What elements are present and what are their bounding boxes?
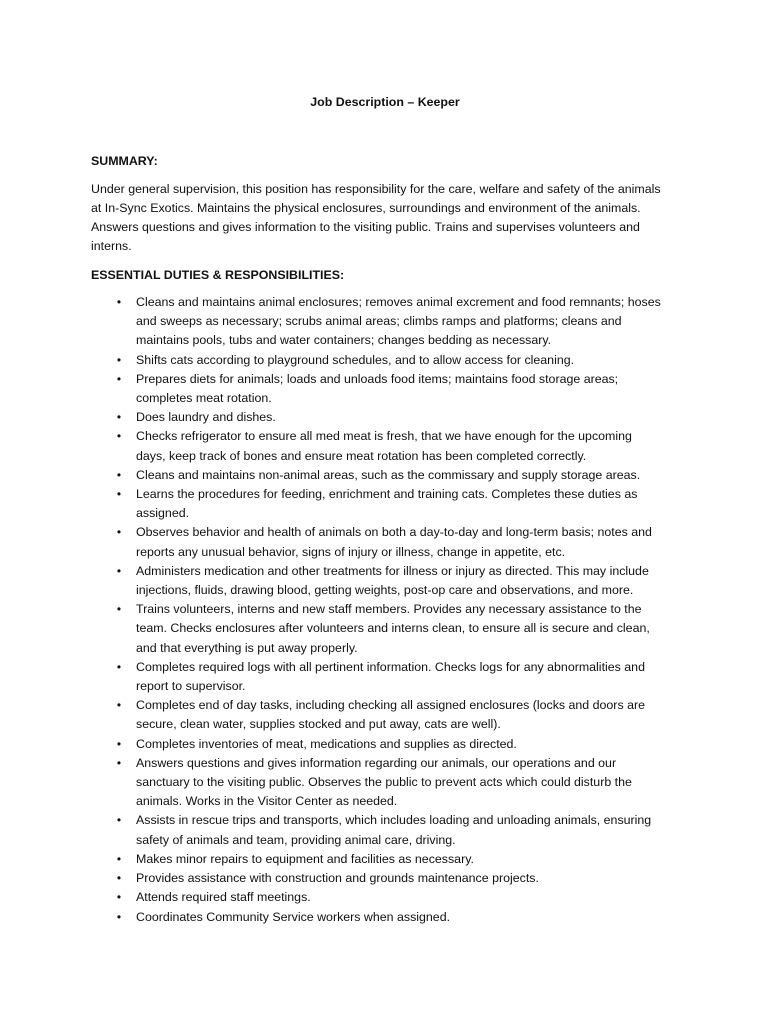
duty-text-line: Learns the procedures for feeding, enrichment and training cats. Completes these duties as <box>136 487 638 502</box>
bullet-icon: • <box>116 602 122 617</box>
duty-item <box>0 869 770 888</box>
duty-item <box>0 351 770 370</box>
duty-text-line: Observes behavior and health of animals on both a day-to-day and long-term basis; notes and <box>136 525 652 540</box>
summary-line: interns. <box>91 239 132 253</box>
duty-text-line: Makes minor repairs to equipment and facilities as necessary. <box>136 851 474 866</box>
duty-text-line: completes meat rotation. <box>136 391 272 406</box>
bullet-icon: • <box>116 698 122 713</box>
bullet-icon: • <box>116 352 122 367</box>
duty-text-line: maintains pools, tubs and water containers; changes bedding as necessary. <box>136 333 552 348</box>
duty-text-line: Shifts cats according to playground schedules, and to allow access for cleaning. <box>136 352 575 367</box>
duty-text-line: days, keep track of bones and ensure meat rotation has been completed correctly. <box>136 448 587 463</box>
duty-item <box>0 658 770 696</box>
bullet-icon: • <box>116 813 122 828</box>
bullet-icon: • <box>116 525 122 540</box>
duty-text-line: Coordinates Community Service workers when assigned. <box>136 909 451 924</box>
duty-item <box>0 754 770 812</box>
duty-item <box>0 908 770 927</box>
duty-text-line: Cleans and maintains non-animal areas, such as the commissary and supply storage areas. <box>136 467 641 482</box>
summary-line: Answers questions and gives information to the visiting public. Trains and supervises volunteers and <box>91 220 640 234</box>
duty-text-line: Completes required logs with all pertinent information. Checks logs for any abnormalities and <box>136 659 645 674</box>
bullet-icon: • <box>116 909 122 924</box>
duty-text-line: assigned. <box>136 506 190 521</box>
duty-item <box>0 427 770 465</box>
duty-text-line: Prepares diets for animals; loads and unloads food items; maintains food storage areas; <box>136 371 619 386</box>
duties-heading: ESSENTIAL DUTIES & RESPONSIBILITIES: <box>91 268 345 282</box>
duty-item <box>0 485 770 523</box>
duty-text-line: Does laundry and dishes. <box>136 410 276 425</box>
bullet-icon: • <box>116 851 122 866</box>
duty-item <box>0 600 770 658</box>
bullet-icon: • <box>116 410 122 425</box>
duty-item <box>0 408 770 427</box>
duty-text-line: Completes end of day tasks, including checking all assigned enclosures (locks and doors are <box>136 698 645 713</box>
duty-text-line: animals. Works in the Visitor Center as needed. <box>136 794 398 809</box>
duty-text-line: Checks refrigerator to ensure all med meat is fresh, that we have enough for the upcoming <box>136 429 632 444</box>
bullet-icon: • <box>116 371 122 386</box>
bullet-icon: • <box>116 295 122 309</box>
bullet-icon: • <box>116 487 122 502</box>
duty-text-line: and that everything is put away properly. <box>136 640 358 655</box>
bullet-icon: • <box>116 659 122 674</box>
duty-text-line: safety of animals and team, providing animal care, driving. <box>136 832 456 847</box>
bullet-icon: • <box>116 736 122 751</box>
duty-text-line: Provides assistance with construction and grounds maintenance projects. <box>136 871 539 886</box>
duty-text-line: Administers medication and other treatments for illness or injury as directed. This may include <box>136 563 649 578</box>
summary-line: at In-Sync Exotics. Maintains the physical enclosures, surroundings and environment of the animals. <box>91 201 641 215</box>
duty-text-line: Completes inventories of meat, medications and supplies as directed. <box>136 736 517 751</box>
bullet-icon: • <box>116 467 122 482</box>
bullet-icon: • <box>116 563 122 578</box>
duty-item <box>0 293 770 351</box>
duty-text-line: reports any unusual behavior, signs of injury or illness, change in appetite, etc. <box>136 544 566 559</box>
duty-text-line: Answers questions and gives information regarding our animals, our operations and our <box>136 755 617 770</box>
duty-text-line: Trains volunteers, interns and new staff members. Provides any necessary assistance to the <box>136 602 642 617</box>
summary-heading: SUMMARY: <box>91 154 158 168</box>
summary-paragraph <box>91 180 691 256</box>
duty-item <box>0 811 770 849</box>
bullet-icon: • <box>116 871 122 886</box>
duty-item <box>0 466 770 485</box>
duty-text-line: report to supervisor. <box>136 679 246 694</box>
bullet-icon: • <box>116 890 122 905</box>
duty-item <box>0 735 770 754</box>
duty-text-line: injections, fluids, drawing blood, getting weights, post-op care and observations, and more. <box>136 583 634 598</box>
duty-text-line: team. Checks enclosures after volunteers and interns clean, to ensure all is secure and clean, <box>136 621 650 636</box>
duty-item <box>0 370 770 408</box>
duty-text-line: Attends required staff meetings. <box>136 890 311 905</box>
duty-item <box>0 696 770 734</box>
duty-item <box>0 523 770 561</box>
duty-text-line: Assists in rescue trips and transports, which includes loading and unloading animals, ensuring <box>136 813 652 828</box>
duty-text-line: secure, clean water, supplies stocked and put away, cats are well). <box>136 717 501 732</box>
bullet-icon: • <box>116 755 122 770</box>
duty-text-line: sanctuary to the visiting public. Observes the public to prevent acts which could disturb the <box>136 775 632 790</box>
duty-item <box>0 888 770 907</box>
summary-line: Under general supervision, this position has responsibility for the care, welfare and safety of the animals <box>91 182 661 196</box>
duty-text-line: Cleans and maintains animal enclosures; removes animal excrement and food remnants; hoses <box>136 295 661 309</box>
duty-item <box>0 850 770 869</box>
document-title: Job Description – Keeper <box>310 95 460 109</box>
duty-item <box>0 562 770 600</box>
bullet-icon: • <box>116 429 122 444</box>
duty-text-line: and sweeps as necessary; scrubs animal areas; climbs ramps and platforms; cleans and <box>136 314 622 329</box>
duties-list <box>0 293 770 927</box>
